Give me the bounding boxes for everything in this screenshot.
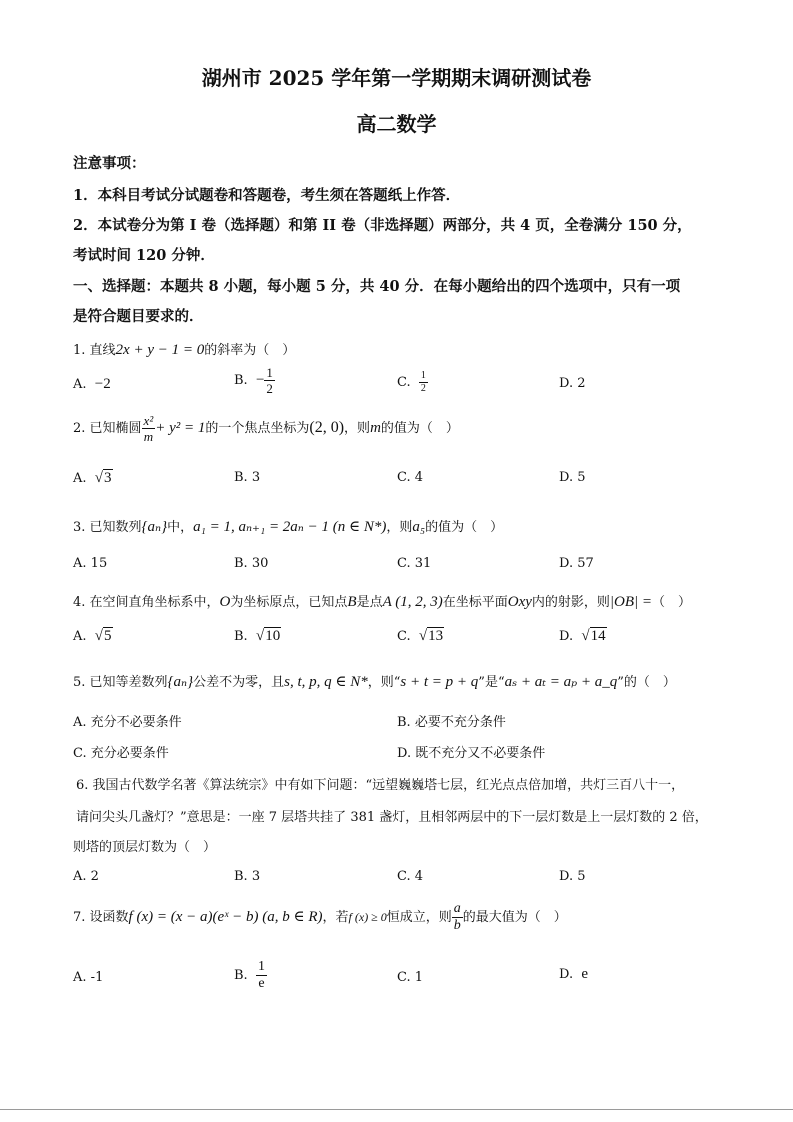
q6-option-d: D. 5 (559, 869, 586, 884)
notice-item-2-line2: 考试时间 120 分钟． (73, 247, 215, 264)
q5-option-d: D. 既不充分又不必要条件 (397, 746, 546, 761)
q7-option-b: B. $\frac{1}{e}$ (234, 959, 265, 991)
question-6-line3: 则塔的顶层灯数为（ ） (73, 840, 217, 855)
q1-option-c: C. $\frac{1}{2}$ (397, 370, 426, 394)
q7-option-a: A. -1 (73, 970, 104, 985)
q6-option-a: A. 2 (73, 869, 99, 884)
q7-function: f (x) = (x − a)(eˣ − b) (a, b ∈ R) (128, 909, 323, 925)
q3-option-c: C. 31 (397, 556, 432, 571)
q4-option-d: D. √14 (559, 628, 606, 644)
q3-option-d: D. 57 (559, 556, 594, 571)
page-bottom-divider (0, 1109, 793, 1110)
section-line1: 一、选择题：本题共 8 小题，每小题 5 分，共 40 分．在每小题给出的四个选项中，只有一项 (73, 278, 681, 295)
q1-option-b: B. − $\frac{1}{2}$ (234, 365, 273, 396)
q2-option-b: B. 3 (234, 470, 261, 485)
question-2: 2. 已知椭圆 $\frac{\text{x²}}{m}$ + y² = 1的一个焦点坐标为(2, 0)，则m的值为（ ） (73, 413, 459, 444)
q4-option-c: C. √13 (397, 628, 444, 644)
q4-option-b: B. √10 (234, 628, 281, 644)
exam-subtitle: 高二数学 (356, 112, 437, 136)
q1-equation: 2x + y − 1 = 0 (115, 342, 205, 358)
question-3: 3. 已知数列{aₙ}中，a₁ = 1, aₙ₊₁ = 2aₙ − 1 (n ∈ N*)，则a₅的值为（ ） (73, 519, 504, 535)
q7-option-d: D. e (559, 966, 589, 982)
notice-item-1: 1．本科目考试分试题卷和答题卷，考生须在答题纸上作答． (73, 187, 461, 204)
notice-item-2-line1: 2．本试卷分为第 I 卷（选择题）和第 II 卷（非选择题）两部分，共 4 页，全卷满分 150 分， (73, 217, 692, 234)
q1-option-d: D. 2 (559, 376, 586, 391)
q5-option-b: B. 必要不充分条件 (397, 715, 506, 730)
section-line2: 是符合题目要求的． (73, 308, 204, 325)
q3-option-a: A. 15 (73, 556, 108, 571)
q6-option-b: B. 3 (234, 869, 261, 884)
q4-option-a: A. √5 (73, 628, 112, 644)
q5-option-a: A. 充分不必要条件 (73, 715, 182, 730)
q2-option-d: D. 5 (559, 470, 586, 485)
q6-option-c: C. 4 (397, 869, 424, 884)
question-1: 1. 直线2x + y − 1 = 0的斜率为（ ） (73, 342, 296, 358)
question-4: 4. 在空间直角坐标系中，O为坐标原点，已知点B是点A (1, 2, 3)在坐标平面Oxy内的射影，则|OB| =（ ） (73, 594, 692, 610)
question-7: 7. 设函数f (x) = (x − a)(eˣ − b) (a, b ∈ R)，若f (x) ≥ 0恒成立，则 $\frac{a}{b}$ 的最大值为（ ） (73, 901, 567, 933)
q1-option-a: A. −2 (73, 376, 111, 392)
question-5: 5. 已知等差数列{aₙ}公差不为零，且s, t, p, q ∈ N*，则“s + t = p + q”是“aₛ + aₜ = aₚ + a_q”的（ ） (73, 674, 676, 690)
question-6-line2: 请问尖头几盏灯？”意思是：一座 7 层塔共挂了 381 盏灯，且相邻两层中的下一层灯数是上一层灯数的 2 倍， (76, 810, 708, 825)
q7-option-c: C. 1 (397, 970, 424, 985)
q2-option-a: A. √3 (73, 470, 112, 486)
q3-recurrence: a₁ = 1, aₙ₊₁ = 2aₙ − 1 (n ∈ N*) (193, 519, 387, 535)
exam-title: 湖州市 2025 学年第一学期期末调研测试卷 (201, 66, 592, 90)
q2-option-c: C. 4 (397, 470, 424, 485)
q3-option-b: B. 30 (234, 556, 269, 571)
q5-option-c: C. 充分必要条件 (73, 746, 169, 761)
notice-heading: 注意事项： (73, 155, 146, 172)
question-6-line1: 6. 我国古代数学名著《算法统宗》中有如下问题：“远望巍巍塔七层，红光点点倍加增，共灯三百八十一， (76, 778, 685, 793)
